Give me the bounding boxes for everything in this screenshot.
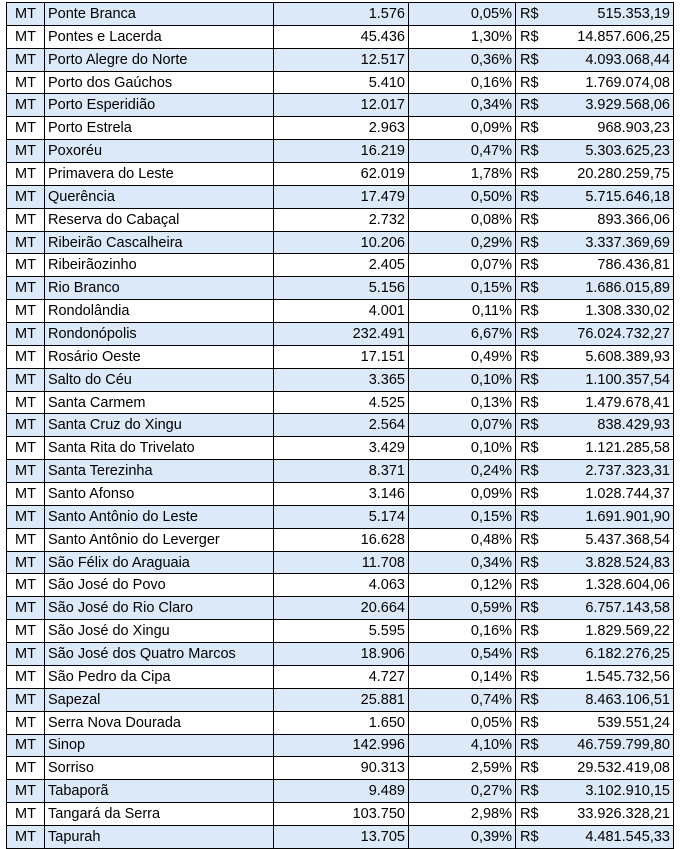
percentage-cell: 6,67%: [409, 323, 516, 346]
state-code-cell: MT: [7, 643, 45, 666]
state-code-cell: MT: [7, 48, 45, 71]
table-row: [7, 231, 674, 254]
population-cell: 25.881: [274, 688, 409, 711]
population-cell: 2.564: [274, 414, 409, 437]
state-code-cell: MT: [7, 208, 45, 231]
percentage-cell: 0,12%: [409, 574, 516, 597]
currency-symbol-cell: R$: [516, 574, 542, 597]
currency-symbol-cell: R$: [516, 140, 542, 163]
state-code-cell: MT: [7, 185, 45, 208]
currency-symbol-cell: R$: [516, 780, 542, 803]
population-cell: 3.146: [274, 483, 409, 506]
currency-symbol-cell: R$: [516, 711, 542, 734]
municipality-name-cell: Santa Cruz do Xingu: [45, 414, 274, 437]
table-row: [7, 94, 674, 117]
population-cell: 2.405: [274, 254, 409, 277]
population-cell: 5.174: [274, 505, 409, 528]
amount-value-cell: 46.759.799,80: [542, 734, 674, 757]
percentage-cell: 0,09%: [409, 117, 516, 140]
state-code-cell: MT: [7, 757, 45, 780]
currency-symbol-cell: R$: [516, 254, 542, 277]
percentage-cell: 0,39%: [409, 825, 516, 848]
municipality-name-cell: Tangará da Serra: [45, 803, 274, 826]
amount-value-cell: 1.121.285,58: [542, 437, 674, 460]
table-row: [7, 71, 674, 94]
currency-symbol-cell: R$: [516, 185, 542, 208]
population-cell: 103.750: [274, 803, 409, 826]
municipality-name-cell: Tapurah: [45, 825, 274, 848]
municipality-name-cell: Ribeirão Cascalheira: [45, 231, 274, 254]
state-code-cell: MT: [7, 3, 45, 26]
table-row: [7, 368, 674, 391]
state-code-cell: MT: [7, 574, 45, 597]
state-code-cell: MT: [7, 163, 45, 186]
population-cell: 10.206: [274, 231, 409, 254]
population-cell: 11.708: [274, 551, 409, 574]
state-code-cell: MT: [7, 300, 45, 323]
population-cell: 90.313: [274, 757, 409, 780]
municipality-name-cell: Primavera do Leste: [45, 163, 274, 186]
municipality-name-cell: São José do Rio Claro: [45, 597, 274, 620]
state-code-cell: MT: [7, 528, 45, 551]
population-cell: 18.906: [274, 643, 409, 666]
currency-symbol-cell: R$: [516, 3, 542, 26]
municipality-name-cell: São Félix do Araguaia: [45, 551, 274, 574]
population-cell: 4.001: [274, 300, 409, 323]
municipality-name-cell: Sinop: [45, 734, 274, 757]
table-row: [7, 208, 674, 231]
state-code-cell: MT: [7, 25, 45, 48]
table-row: [7, 437, 674, 460]
table-row: [7, 734, 674, 757]
percentage-cell: 0,10%: [409, 368, 516, 391]
state-code-cell: MT: [7, 437, 45, 460]
percentage-cell: 0,09%: [409, 483, 516, 506]
table-row: [7, 483, 674, 506]
municipality-name-cell: Porto Alegre do Norte: [45, 48, 274, 71]
table-row: [7, 163, 674, 186]
amount-value-cell: 968.903,23: [542, 117, 674, 140]
population-cell: 5.410: [274, 71, 409, 94]
table-row: [7, 780, 674, 803]
percentage-cell: 0,16%: [409, 620, 516, 643]
table-row: [7, 757, 674, 780]
percentage-cell: 0,15%: [409, 277, 516, 300]
percentage-cell: 2,98%: [409, 803, 516, 826]
currency-symbol-cell: R$: [516, 803, 542, 826]
table-row: [7, 48, 674, 71]
currency-symbol-cell: R$: [516, 323, 542, 346]
state-code-cell: MT: [7, 117, 45, 140]
amount-value-cell: 33.926.328,21: [542, 803, 674, 826]
population-cell: 2.732: [274, 208, 409, 231]
currency-symbol-cell: R$: [516, 757, 542, 780]
currency-symbol-cell: R$: [516, 825, 542, 848]
percentage-cell: 0,34%: [409, 551, 516, 574]
currency-symbol-cell: R$: [516, 300, 542, 323]
municipality-name-cell: Pontes e Lacerda: [45, 25, 274, 48]
currency-symbol-cell: R$: [516, 620, 542, 643]
currency-symbol-cell: R$: [516, 528, 542, 551]
amount-value-cell: 786.436,81: [542, 254, 674, 277]
percentage-cell: 0,10%: [409, 437, 516, 460]
state-code-cell: MT: [7, 551, 45, 574]
amount-value-cell: 4.481.545,33: [542, 825, 674, 848]
currency-symbol-cell: R$: [516, 345, 542, 368]
table-row: [7, 323, 674, 346]
amount-value-cell: 20.280.259,75: [542, 163, 674, 186]
currency-symbol-cell: R$: [516, 94, 542, 117]
state-code-cell: MT: [7, 460, 45, 483]
currency-symbol-cell: R$: [516, 460, 542, 483]
table-row: [7, 551, 674, 574]
amount-value-cell: 5.437.368,54: [542, 528, 674, 551]
population-cell: 4.525: [274, 391, 409, 414]
table-row: [7, 825, 674, 848]
population-cell: 16.219: [274, 140, 409, 163]
population-cell: 232.491: [274, 323, 409, 346]
state-code-cell: MT: [7, 505, 45, 528]
amount-value-cell: 1.100.357,54: [542, 368, 674, 391]
amount-value-cell: 893.366,06: [542, 208, 674, 231]
currency-symbol-cell: R$: [516, 25, 542, 48]
state-code-cell: MT: [7, 368, 45, 391]
population-cell: 17.151: [274, 345, 409, 368]
currency-symbol-cell: R$: [516, 437, 542, 460]
table-row: [7, 528, 674, 551]
population-cell: 3.429: [274, 437, 409, 460]
population-cell: 4.063: [274, 574, 409, 597]
amount-value-cell: 5.608.389,93: [542, 345, 674, 368]
state-code-cell: MT: [7, 140, 45, 163]
state-code-cell: MT: [7, 734, 45, 757]
table-row: [7, 345, 674, 368]
table-row: [7, 597, 674, 620]
table-row: [7, 643, 674, 666]
currency-symbol-cell: R$: [516, 665, 542, 688]
amount-value-cell: 3.337.369,69: [542, 231, 674, 254]
currency-symbol-cell: R$: [516, 414, 542, 437]
amount-value-cell: 1.691.901,90: [542, 505, 674, 528]
state-code-cell: MT: [7, 711, 45, 734]
percentage-cell: 0,47%: [409, 140, 516, 163]
table-row: [7, 414, 674, 437]
table-row: [7, 665, 674, 688]
percentage-cell: 0,49%: [409, 345, 516, 368]
percentage-cell: 1,30%: [409, 25, 516, 48]
state-code-cell: MT: [7, 323, 45, 346]
state-code-cell: MT: [7, 825, 45, 848]
percentage-cell: 2,59%: [409, 757, 516, 780]
table-row: [7, 117, 674, 140]
municipality-name-cell: Rio Branco: [45, 277, 274, 300]
amount-value-cell: 1.328.604,06: [542, 574, 674, 597]
currency-symbol-cell: R$: [516, 231, 542, 254]
state-code-cell: MT: [7, 231, 45, 254]
table-row: [7, 185, 674, 208]
currency-symbol-cell: R$: [516, 734, 542, 757]
municipality-name-cell: Rondonópolis: [45, 323, 274, 346]
percentage-cell: 0,08%: [409, 208, 516, 231]
percentage-cell: 0,50%: [409, 185, 516, 208]
amount-value-cell: 6.182.276,25: [542, 643, 674, 666]
table-row: [7, 711, 674, 734]
currency-symbol-cell: R$: [516, 163, 542, 186]
state-code-cell: MT: [7, 803, 45, 826]
currency-symbol-cell: R$: [516, 597, 542, 620]
population-cell: 17.479: [274, 185, 409, 208]
percentage-cell: 0,14%: [409, 665, 516, 688]
municipality-name-cell: Rondolândia: [45, 300, 274, 323]
municipality-name-cell: São Pedro da Cipa: [45, 665, 274, 688]
state-code-cell: MT: [7, 71, 45, 94]
percentage-cell: 0,16%: [409, 71, 516, 94]
amount-value-cell: 1.829.569,22: [542, 620, 674, 643]
municipality-name-cell: Santa Terezinha: [45, 460, 274, 483]
currency-symbol-cell: R$: [516, 117, 542, 140]
municipality-name-cell: São José do Povo: [45, 574, 274, 597]
percentage-cell: 0,07%: [409, 254, 516, 277]
currency-symbol-cell: R$: [516, 505, 542, 528]
population-cell: 2.963: [274, 117, 409, 140]
state-code-cell: MT: [7, 391, 45, 414]
table-row: [7, 460, 674, 483]
percentage-cell: 4,10%: [409, 734, 516, 757]
table-row: [7, 688, 674, 711]
percentage-cell: 0,05%: [409, 3, 516, 26]
currency-symbol-cell: R$: [516, 483, 542, 506]
currency-symbol-cell: R$: [516, 391, 542, 414]
amount-value-cell: 1.769.074,08: [542, 71, 674, 94]
percentage-cell: 0,24%: [409, 460, 516, 483]
municipality-name-cell: Porto dos Gaúchos: [45, 71, 274, 94]
amount-value-cell: 1.308.330,02: [542, 300, 674, 323]
amount-value-cell: 539.551,24: [542, 711, 674, 734]
percentage-cell: 0,27%: [409, 780, 516, 803]
percentage-cell: 0,36%: [409, 48, 516, 71]
amount-value-cell: 5.303.625,23: [542, 140, 674, 163]
municipality-name-cell: Tabaporã: [45, 780, 274, 803]
table-row: [7, 620, 674, 643]
municipality-name-cell: Porto Estrela: [45, 117, 274, 140]
population-cell: 5.595: [274, 620, 409, 643]
state-code-cell: MT: [7, 277, 45, 300]
table-row: [7, 140, 674, 163]
table-row: [7, 3, 674, 26]
table-row: [7, 254, 674, 277]
municipality-name-cell: Ribeirãozinho: [45, 254, 274, 277]
state-code-cell: MT: [7, 597, 45, 620]
municipality-name-cell: Reserva do Cabaçal: [45, 208, 274, 231]
amount-value-cell: 2.737.323,31: [542, 460, 674, 483]
amount-value-cell: 3.929.568,06: [542, 94, 674, 117]
municipality-name-cell: Ponte Branca: [45, 3, 274, 26]
population-cell: 62.019: [274, 163, 409, 186]
table-row: [7, 574, 674, 597]
state-code-cell: MT: [7, 483, 45, 506]
currency-symbol-cell: R$: [516, 48, 542, 71]
municipality-name-cell: São José dos Quatro Marcos: [45, 643, 274, 666]
population-cell: 20.664: [274, 597, 409, 620]
municipality-name-cell: Santo Antônio do Leste: [45, 505, 274, 528]
percentage-cell: 0,11%: [409, 300, 516, 323]
amount-value-cell: 6.757.143,58: [542, 597, 674, 620]
amount-value-cell: 5.715.646,18: [542, 185, 674, 208]
amount-value-cell: 3.102.910,15: [542, 780, 674, 803]
municipality-name-cell: Santa Rita do Trivelato: [45, 437, 274, 460]
currency-symbol-cell: R$: [516, 208, 542, 231]
amount-value-cell: 4.093.068,44: [542, 48, 674, 71]
percentage-cell: 0,13%: [409, 391, 516, 414]
population-cell: 12.517: [274, 48, 409, 71]
population-cell: 4.727: [274, 665, 409, 688]
table-row: [7, 505, 674, 528]
municipality-name-cell: Serra Nova Dourada: [45, 711, 274, 734]
population-cell: 3.365: [274, 368, 409, 391]
state-code-cell: MT: [7, 620, 45, 643]
municipality-name-cell: Sorriso: [45, 757, 274, 780]
amount-value-cell: 1.686.015,89: [542, 277, 674, 300]
amount-value-cell: 76.024.732,27: [542, 323, 674, 346]
municipality-name-cell: Rosário Oeste: [45, 345, 274, 368]
amount-value-cell: 838.429,93: [542, 414, 674, 437]
population-cell: 8.371: [274, 460, 409, 483]
currency-symbol-cell: R$: [516, 368, 542, 391]
table-row: [7, 391, 674, 414]
amount-value-cell: 515.353,19: [542, 3, 674, 26]
percentage-cell: 0,07%: [409, 414, 516, 437]
population-cell: 9.489: [274, 780, 409, 803]
percentage-cell: 0,05%: [409, 711, 516, 734]
municipalities-table: [6, 2, 674, 849]
municipality-name-cell: Santo Afonso: [45, 483, 274, 506]
amount-value-cell: 1.479.678,41: [542, 391, 674, 414]
currency-symbol-cell: R$: [516, 688, 542, 711]
table-row: [7, 803, 674, 826]
percentage-cell: 1,78%: [409, 163, 516, 186]
currency-symbol-cell: R$: [516, 277, 542, 300]
percentage-cell: 0,15%: [409, 505, 516, 528]
percentage-cell: 0,29%: [409, 231, 516, 254]
municipality-name-cell: Poxoréu: [45, 140, 274, 163]
population-cell: 142.996: [274, 734, 409, 757]
amount-value-cell: 8.463.106,51: [542, 688, 674, 711]
population-cell: 5.156: [274, 277, 409, 300]
state-code-cell: MT: [7, 94, 45, 117]
percentage-cell: 0,74%: [409, 688, 516, 711]
percentage-cell: 0,59%: [409, 597, 516, 620]
municipality-name-cell: São José do Xingu: [45, 620, 274, 643]
state-code-cell: MT: [7, 688, 45, 711]
table-row: [7, 300, 674, 323]
amount-value-cell: 29.532.419,08: [542, 757, 674, 780]
state-code-cell: MT: [7, 665, 45, 688]
table-row: [7, 25, 674, 48]
currency-symbol-cell: R$: [516, 643, 542, 666]
amount-value-cell: 1.545.732,56: [542, 665, 674, 688]
municipality-name-cell: Sapezal: [45, 688, 274, 711]
population-cell: 45.436: [274, 25, 409, 48]
percentage-cell: 0,54%: [409, 643, 516, 666]
currency-symbol-cell: R$: [516, 71, 542, 94]
population-cell: 1.650: [274, 711, 409, 734]
amount-value-cell: 1.028.744,37: [542, 483, 674, 506]
amount-value-cell: 3.828.524,83: [542, 551, 674, 574]
table-row: [7, 277, 674, 300]
state-code-cell: MT: [7, 414, 45, 437]
table-body: [7, 3, 674, 849]
population-cell: 12.017: [274, 94, 409, 117]
municipality-name-cell: Salto do Céu: [45, 368, 274, 391]
municipality-name-cell: Santo Antônio do Leverger: [45, 528, 274, 551]
municipality-name-cell: Querência: [45, 185, 274, 208]
municipality-name-cell: Santa Carmem: [45, 391, 274, 414]
state-code-cell: MT: [7, 780, 45, 803]
percentage-cell: 0,34%: [409, 94, 516, 117]
state-code-cell: MT: [7, 254, 45, 277]
percentage-cell: 0,48%: [409, 528, 516, 551]
currency-symbol-cell: R$: [516, 551, 542, 574]
population-cell: 16.628: [274, 528, 409, 551]
population-cell: 13.705: [274, 825, 409, 848]
state-code-cell: MT: [7, 345, 45, 368]
municipality-name-cell: Porto Esperidião: [45, 94, 274, 117]
population-cell: 1.576: [274, 3, 409, 26]
amount-value-cell: 14.857.606,25: [542, 25, 674, 48]
